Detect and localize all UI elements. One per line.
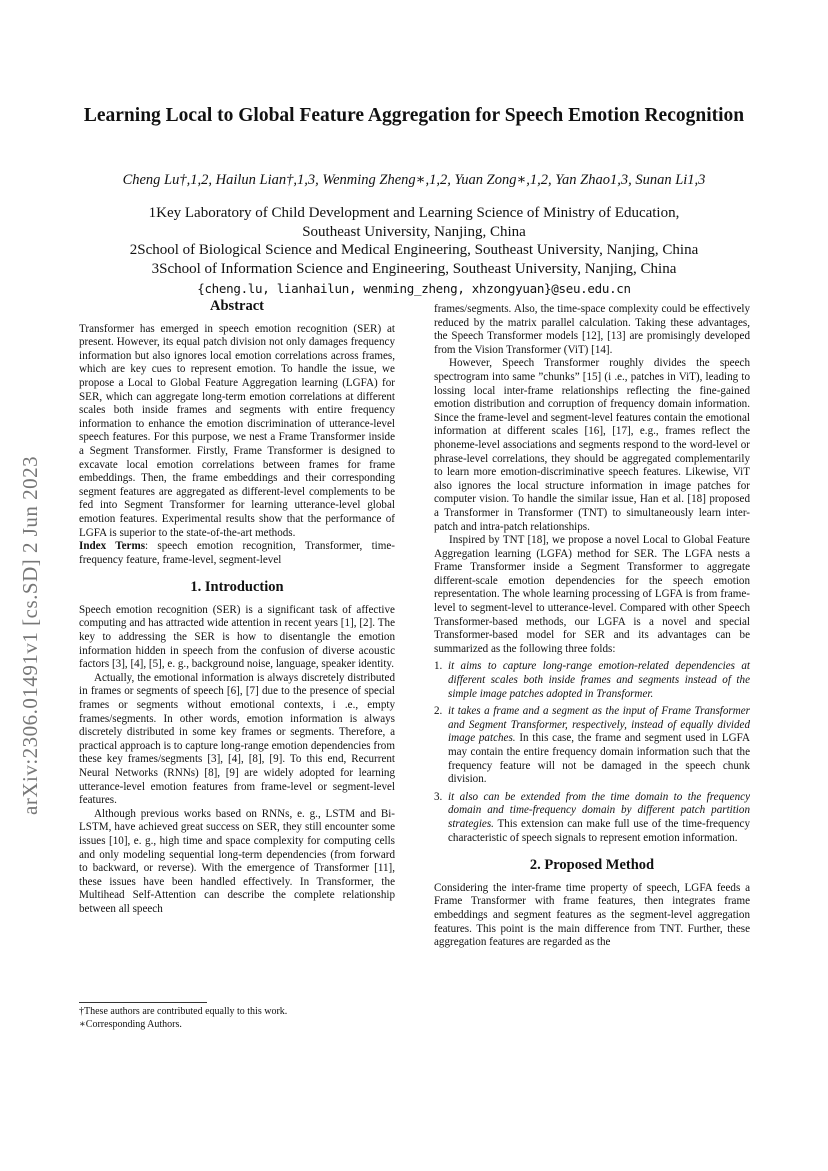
list-item-number: 1.: [434, 660, 443, 673]
list-item-text: In this case, the frame and segment used in LGFA may contain the entire frequency domain information such that the frequency feature will not be damaged in the speech chunk division.: [448, 732, 751, 786]
footnote-rule: [79, 1002, 207, 1003]
index-terms: [79, 540, 395, 567]
contribution-list: [434, 660, 750, 845]
list-item-number: 2.: [434, 705, 443, 718]
intro-paragraph: frames/segments. Also, the time-space complexity could be effectively reduced by the matrix parallel calculation. Taking these advantages, the Speech Transformer models [12], [13] are promisingly developed from the Vision Transformer (ViT) [14].: [434, 303, 750, 356]
paper-title: Learning Local to Global Feature Aggregation for Speech Emotion Recognition: [83, 105, 745, 126]
method-paragraph: Considering the inter-frame time property of speech, LGFA feeds a Frame Transformer with frame features, then integrates frame embeddings and segment features as the segment-level aggregation features. This point is the main difference from TNT. Further, these aggregation features are regarded as the: [434, 881, 750, 949]
intro-paragraph: Although previous works based on RNNs, e. g., LSTM and Bi-LSTM, have achieved great success on SER, they still encounter some issues [10], e. g., high time and space complexity for computing cells and only modeling sequential long-term dependencies (from forward to backward, or reverse). With the emergence of Transformer [11], these issues have been handled effectively. In Transformer, the Multihead Self-Attention can describe the complete relationship between all speech: [79, 807, 395, 915]
footnote: †These authors are contributed equally to this work.: [79, 1006, 288, 1017]
list-item: [434, 791, 750, 845]
method-heading: 2. Proposed Method: [529, 857, 655, 874]
abstract-text: Transformer has emerged in speech emotion recognition (SER) at present. However, its equal patch division not only damages frequency information but also ignores local emotion correlations across frames, which are key cues to represent emotion. To handle the issue, we propose a Local to Global Feature Aggregation learning (LGFA) for SER, which can aggregate long-term emotion correlations at different scales both inside frames and segments with entire frequency information to enhance the emotion discrimination of utterance-level speech features. For this purpose, we nest a Frame Transformer inside a Segment Transformer. Firstly, Frame Transformer is designed to excavate local emotion correlations between frames for frame embeddings. Then, the frame embeddings and their corresponding segment features are aggregated as different-level complements to be fed into Segment Transformer for learning utterance-level global emotion features. Experimental results show that the performance of LGFA is superior to the state-of-the-art methods.: [79, 322, 395, 539]
list-item: [434, 660, 750, 701]
arxiv-stamp: arXiv:2306.01491v1 [cs.SD] 2 Jun 2023: [18, 455, 42, 815]
intro-paragraph: However, Speech Transformer roughly divides the speech spectrogram into same ”chunks” [15] (i .e., patches in ViT), leading to lossing local inter-frame relationships reflecting the fine-gained emotion distribution and corruption of frequency domain information. Since the frame-level and segment-level features contain the emotional information at different scales [16], [17], e.g., frames reflect the phoneme-level associations and segments respond to the word-level or phrase-level correlations, they should be aggregated complementarily to learn more emotion-discriminative speech features. Likewise, ViT also ignores the local structure information in image patches for computer vision. To handle the similar issue, Han et al. [18] proposed a Transformer in Transformer (TNT) to simultaneously learn inter-patch and intra-patch relationships.: [434, 357, 750, 533]
affiliation-line: 1Key Laboratory of Child Development and Learning Science of Ministry of Education,: [148, 205, 680, 221]
abstract-heading: Abstract: [210, 298, 264, 314]
list-item: [434, 705, 750, 787]
index-terms-text: : speech emotion recognition, Transformer, time-frequency feature, frame-level, segment-level: [79, 540, 395, 566]
right-column: [434, 303, 750, 950]
footnotes: [79, 1006, 395, 1031]
affiliation-line: Southeast University, Nanjing, China: [302, 223, 526, 240]
intro-paragraph: Inspired by TNT [18], we propose a novel Local to Global Feature Aggregation learning (LGFA) method for SER. The LGFA nests a Frame Transformer inside a Segment Transformer to aggregate different-scale emotion dependencies for the speech emotion representation. The whole learning processing of LGFA is from frame-level to segment-level to utterance-level. Compared with other Speech Transformer-based methods, our LGFA is a novel and special Transformer-based model for SER and its advantages can be summarized as the following three folds:: [434, 534, 750, 655]
intro-paragraph: Speech emotion recognition (SER) is a significant task of affective computing and has attracted wide attention in recent years [1], [2]. The key to addressing the SER is how to disentangle the emotion information hidden in speech from the confusion of diverse acoustic factors [3], [4], [5], e. g., background noise, language, speaker identity.: [79, 603, 395, 671]
footnote: ∗Corresponding Authors.: [79, 1018, 182, 1030]
list-item-emphasis: it takes a frame and a segment as the input of Frame Transformer and Segment Transformer, respectively, instead of equally divided image patches.: [448, 705, 750, 745]
intro-paragraph: Actually, the emotional information is always discretely distributed in frames or segments of speech [6], [7] due to the presence of special frames or segments without emotional contexts, i .e., empty frames/segments. In other words, emotion information is always discretely distributed in some key frames or segments. Therefore, a practical approach is to capture long-range emotion dependencies from these key frames/segments [3], [4], [8], [9]. To this end, Recurrent Neural Networks (RNNs) [8], [9] are widely adopted for learning utterance-level emotion features from frame-level or segment-level features.: [79, 671, 395, 807]
list-item-number: 3.: [434, 790, 443, 803]
list-item-emphasis: it aims to capture long-range emotion-related dependencies at different scales both inside frames and segments instead of the simple image patches adopted in Transformer.: [448, 660, 750, 700]
intro-heading: 1. Introduction: [190, 579, 284, 596]
affiliations: [40, 204, 788, 278]
list-item-text: This extension can make full use of the time-frequency characteristic of speech signals to represent emotion information.: [448, 817, 750, 844]
affiliation-line: 3School of Information Science and Engineering, Southeast University, Nanjing, China: [151, 260, 677, 277]
affiliation-line: 2School of Biological Science and Medical Engineering, Southeast University, Nanjing, China: [129, 242, 699, 258]
author-list: Cheng Lu†,1,2, Hailun Lian†,1,3, Wenming Zheng∗,1,2, Yuan Zong∗,1,2, Yan Zhao1,3, Sunan Li1,3: [122, 172, 706, 188]
author-emails: {cheng.lu, lianhailun, wenming_zheng, xhzongyuan}@seu.edu.cn: [197, 281, 631, 296]
list-item-emphasis: it also can be extended from the time domain to the frequency domain and time-frequency domain by different patch partition strategies.: [448, 790, 750, 830]
index-terms-label: Index Terms: [79, 540, 146, 553]
left-column: [79, 300, 395, 917]
